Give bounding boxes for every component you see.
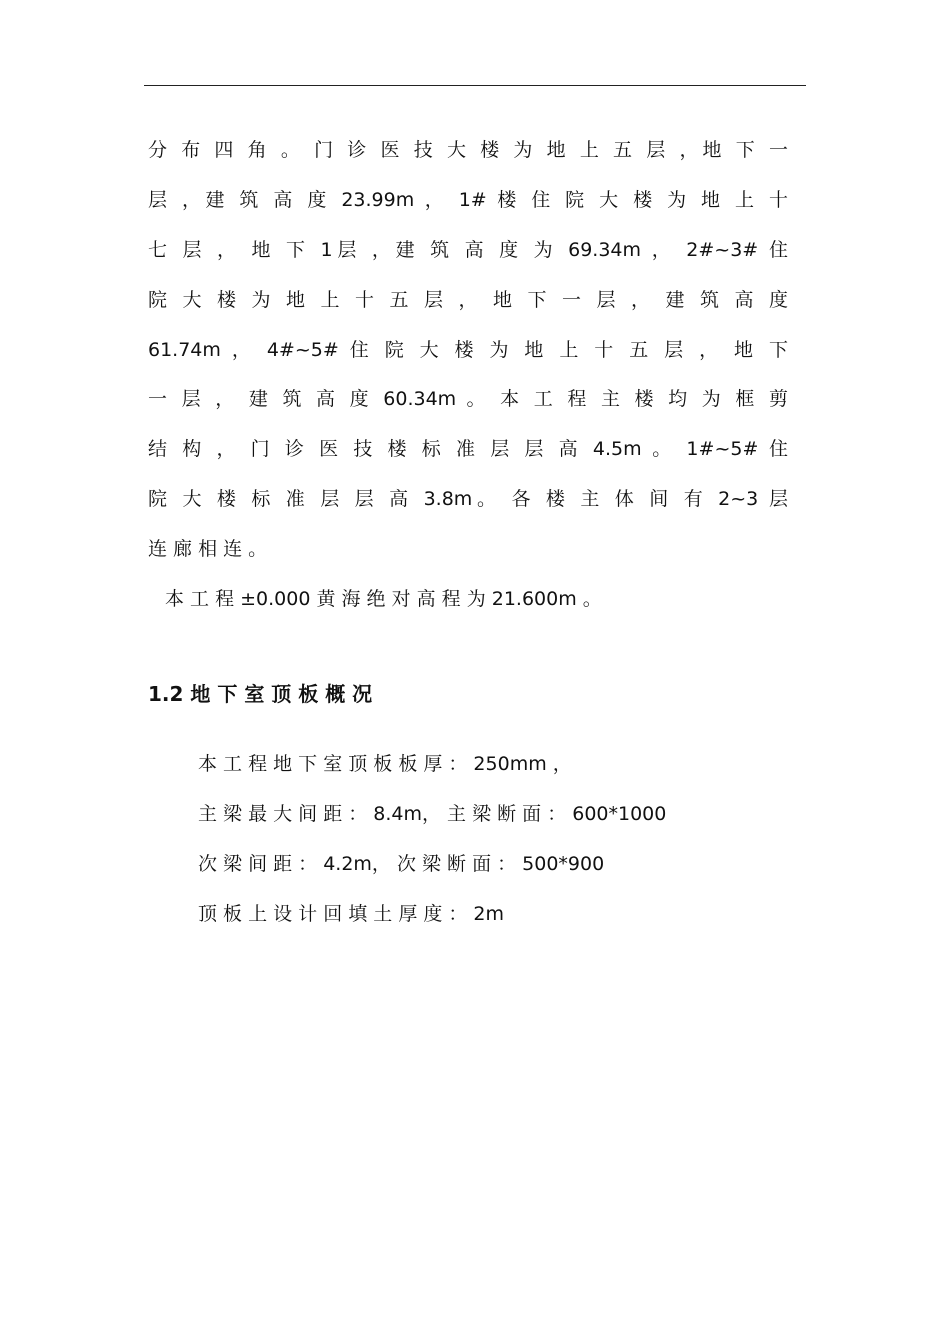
- elevation-line: 本 工 程 ±0.000 黄 海 绝 对 高 程 为 21.600m 。: [165, 588, 602, 610]
- spec-main-beam: 主 梁 最 大 间 距 ： 8.4m， 主 梁 断 面 ： 600*1000: [198, 803, 667, 825]
- spec-slab-thickness: 本 工 程 地 下 室 顶 板 板 厚 ： 250mm ，: [198, 753, 572, 775]
- spec-secondary-beam: 次 梁 间 距 ： 4.2m， 次 梁 断 面 ： 500*900: [198, 853, 605, 875]
- body-line-6: 一 层 ， 建 筑 高 度 60.34m 。 本 工 程 主 楼 均 为 框 剪: [148, 388, 788, 410]
- header-rule: [144, 85, 806, 86]
- section-heading: 1.2 地 下 室 顶 板 概 况: [148, 682, 373, 706]
- spec-backfill: 顶 板 上 设 计 回 填 土 厚 度 ： 2m: [198, 903, 505, 925]
- body-line-3: 七 层 ， 地 下 1层 ，建 筑 高 度 为 69.34m ， 2#~3# 住: [148, 239, 788, 261]
- body-line-5: 61.74m ， 4#~5# 住 院 大 楼 为 地 上 十 五 层 ， 地 下: [148, 339, 788, 361]
- body-line-1: 分 布 四 角 。 门 诊 医 技 大 楼 为 地 上 五 层 ，地 下 一: [148, 139, 788, 161]
- body-line-9: 连 廊 相 连 。: [148, 538, 268, 560]
- body-line-2: 层 ，建 筑 高 度 23.99m ， 1# 楼 住 院 大 楼 为 地 上 十: [148, 189, 788, 211]
- body-line-8: 院 大 楼 标 准 层 层 高 3.8m。 各 楼 主 体 间 有 2~3 层: [148, 488, 788, 510]
- body-line-4: 院 大 楼 为 地 上 十 五 层 ， 地 下 一 层 ， 建 筑 高 度: [148, 289, 788, 311]
- body-line-7: 结 构 ， 门 诊 医 技 楼 标 准 层 层 高 4.5m 。 1#~5# 住: [148, 438, 788, 460]
